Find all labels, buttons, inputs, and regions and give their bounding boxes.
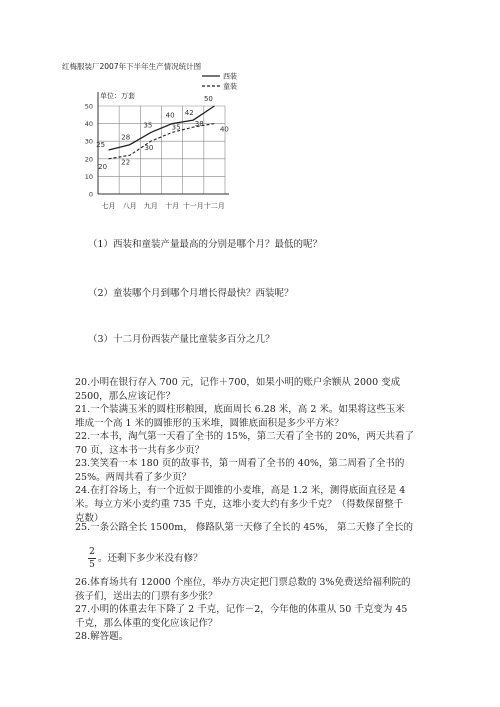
data-label: 50: [203, 95, 213, 103]
x-tick-label: 八月: [122, 202, 137, 210]
chart-title: 红梅服装厂2007年下半年生产情况统计图: [62, 62, 202, 71]
problem-26-line-1: 26.体育场共有 12000 个座位，举办方决定把门票总数的 3%免费送给福利院的: [75, 577, 411, 588]
problem-25-line-1: 25.一条公路全长 1500m， 修路队第一天修了全长的 45%， 第二天修了全长的: [75, 522, 413, 533]
problem-27-line-2: 千克，那么体重的变化应该记作？: [75, 618, 218, 629]
y-tick-label: 10: [84, 172, 93, 181]
data-label: 35: [171, 123, 181, 132]
question-2: （2）童装哪个月到哪个月增长得最快？西装呢？: [88, 288, 294, 299]
problem-27: [75, 603, 430, 631]
y-tick-label: 0: [88, 190, 93, 199]
line-chart: [60, 66, 250, 216]
fraction-numerator: 2: [89, 547, 95, 557]
problem-23-line-2: 25%。两周共看了多少页？: [75, 472, 192, 483]
y-tick-label: 20: [84, 155, 93, 164]
problem-26: [75, 576, 430, 604]
x-tick-label: 九月: [143, 202, 158, 210]
data-label: 38: [194, 120, 204, 129]
data-label: 22: [121, 158, 131, 167]
problem-24-line-3: 克数）: [75, 513, 104, 524]
problem-20-line-2: 2500，那么应该记作？: [75, 391, 176, 402]
problem-24: [75, 484, 430, 526]
data-label: 28: [121, 133, 131, 142]
problem-21-line-2: 堆成一个高 1 米的圆锥形的玉米堆，圆锥底面积是多少平方米？: [75, 418, 344, 429]
y-tick-label: 40: [84, 120, 93, 129]
problem-27-line-1: 27.小明的体重去年下降了 2 千克，记作－2，今年他的体重从 50 千克变为 45: [75, 604, 408, 615]
fraction-bar: [88, 558, 96, 559]
data-label: 40: [165, 111, 175, 120]
problem-25-line-2: 。还剩下多少米没有修？: [98, 553, 203, 564]
problem-26-line-2: 孩子们，送出去的门票有多少张？: [75, 591, 218, 602]
data-label: 20: [98, 162, 108, 171]
problem-21-line-1: 21.一个装满玉米的圆柱形粮囤，底面周长 6.28 米，高 2 米。如果将这些玉米: [75, 404, 405, 415]
fraction-denominator: 5: [89, 560, 95, 570]
problem-22: [75, 430, 430, 458]
question-1: （1）西装和童装产量最高的分别是哪个月？最低的呢？: [88, 239, 323, 250]
data-label: 40: [219, 125, 229, 134]
y-tick-label: 30: [84, 137, 93, 146]
data-label: 42: [184, 109, 194, 118]
problem-24-line-2: 米。每立方米小麦约重 735 千克，这堆小麦大约有多少千克？（得数保留整千: [75, 499, 404, 510]
problem-20-line-1: 20.小明在银行存入 700 元，记作＋700，如果小明的账户余额从 2000 变成: [75, 377, 401, 388]
problem-20: [75, 376, 430, 404]
y-axis-label: 单位：万套: [100, 92, 135, 100]
problem-22-line-2: 70 页，这本书一共有多少页？: [75, 445, 205, 456]
x-tick-label: 十一月: [182, 202, 204, 210]
fraction-two-fifths: [88, 547, 96, 570]
x-tick-label: 十月: [165, 202, 180, 210]
problem-23-line-1: 23.笑笑看一本 180 页的故事书，第一周看了全书的 40%，第二周看了全书的: [75, 458, 405, 469]
data-label: 30: [144, 144, 154, 153]
y-tick-label: 50: [84, 102, 93, 111]
problem-28: 28.解答题。: [75, 631, 129, 642]
problem-23: [75, 457, 430, 485]
question-3: （3）十二月份西装产量比童装多百分之几？: [88, 334, 275, 345]
legend-label: 西装: [223, 72, 237, 81]
x-tick-label: 七月: [101, 202, 116, 210]
data-label: 35: [143, 121, 153, 130]
problem-22-line-1: 22.一本书，淘气第一天看了全书的 15%，第二天看了全书的 20%，两天共看了: [75, 431, 414, 442]
legend-label: 童装: [223, 82, 237, 91]
x-tick-label: 十二月: [203, 202, 225, 210]
data-label: 25: [96, 141, 106, 149]
problem-21: [75, 403, 430, 431]
problem-24-line-1: 24.在打谷场上，有一个近似于圆锥的小麦堆，高是 1.2 米，测得底面直径是 4: [75, 485, 406, 496]
